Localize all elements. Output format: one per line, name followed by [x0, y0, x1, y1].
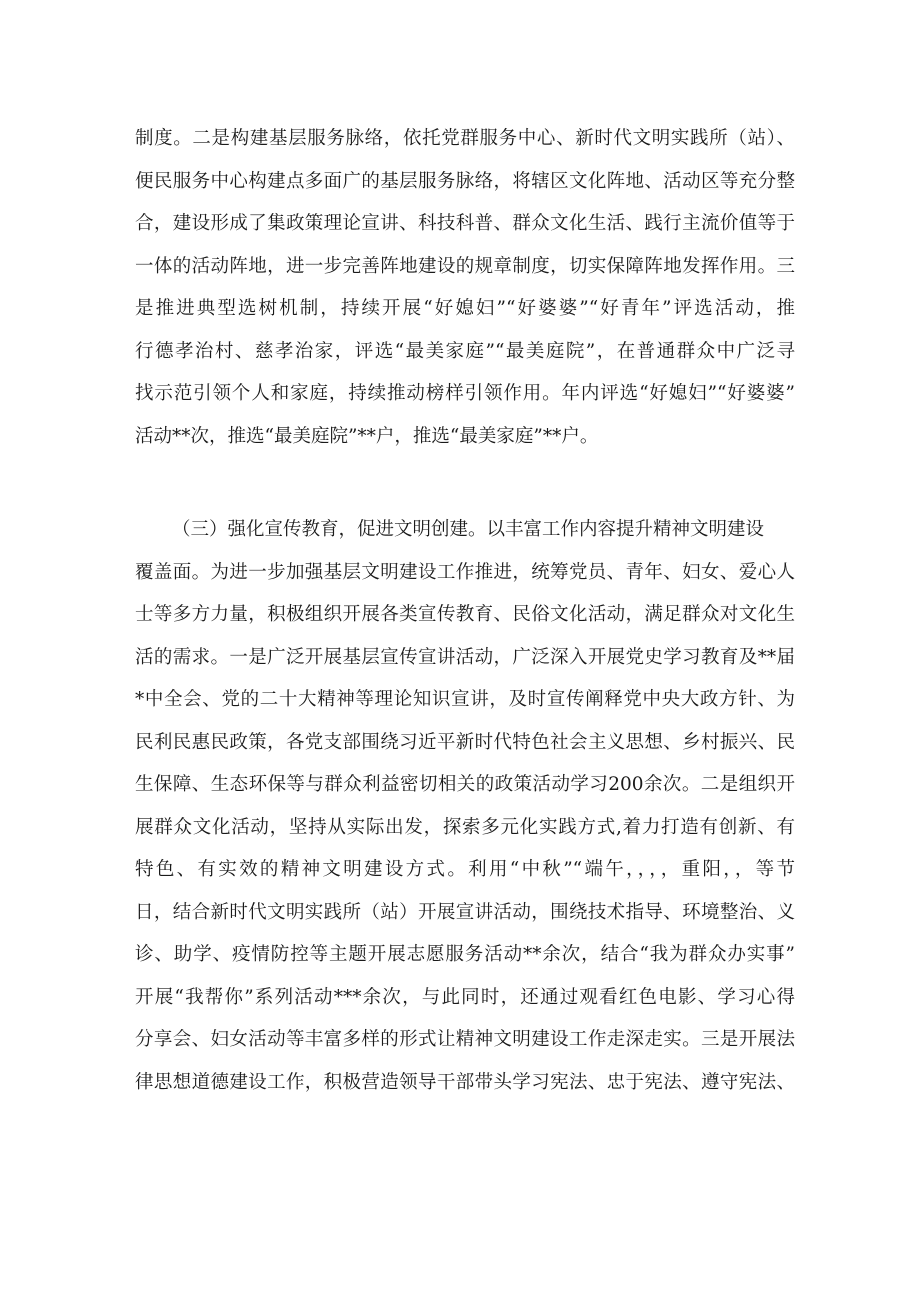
paragraph-publicity-education	[135, 509, 795, 1104]
text-line: 活动**次，推选“最美庭院”**户，推选“最美家庭”**户。	[135, 425, 599, 447]
text-line: 展群众文化活动，坚持从实际出发，探索多元化实践方式,着力打造有创新、有	[135, 816, 795, 838]
text-line: 民利民惠民政策，各党支部围绕习近平新时代特色社会主义思想、乡村振兴、民	[135, 731, 795, 753]
text-line: 是推进典型选树机制，持续开展“好媳妇”“好婆婆”“好青年”评选活动，推	[135, 298, 795, 319]
text-line: 特色、有实效的精神文明建设方式。利用“中秋”“端午，，，，重阳，，等节	[135, 859, 795, 880]
text-line: 便民服务中心构建点多面广的基层服务脉络，将辖区文化阵地、活动区等充分整	[135, 170, 795, 192]
text-line: 诊、助学、疫情防控等主题开展志愿服务活动**余次，结合“我为群众办实事”	[135, 944, 795, 965]
paragraph-institution-building	[135, 118, 795, 458]
text-line: 日，结合新时代文明实践所（站）开展宣讲活动，围绕技术指导、环境整治、义	[135, 901, 795, 923]
text-line: 律思想道德建设工作，积极营造领导干部带头学习宪法、忠于宪法、遵守宪法、	[135, 1071, 795, 1093]
text-line: 行德孝治村、慈孝治家，评选“最美家庭”“最美庭院”，在普通群众中广泛寻	[135, 340, 795, 362]
text-line: 找示范引领个人和家庭，持续推动榜样引领作用。年内评选“好媳妇”“好婆婆”	[135, 383, 795, 404]
text-line: 开展“我帮你”系列活动***余次，与此同时，还通过观看红色电影、学习心得	[135, 986, 795, 1008]
text-line: 制度。二是构建基层服务脉络，依托党群服务中心、新时代文明实践所（站）、	[135, 128, 795, 149]
text-line: 覆盖面。为进一步加强基层文明建设工作推进，统筹党员、青年、妇女、爱心人	[135, 561, 795, 583]
text-line: 合，建设形成了集政策理论宣讲、科技科普、群众文化生活、践行主流价值等于	[135, 213, 795, 234]
text-line: 一体的活动阵地，进一步完善阵地建设的规章制度，切实保障阵地发挥作用。三	[135, 255, 795, 277]
text-line: 生保障、生态环保等与群众利益密切相关的政策活动学习200余次。二是组织开	[135, 774, 795, 795]
text-line: 士等多方力量，积极组织开展各类宣传教育、民俗文化活动，满足群众对文化生	[135, 604, 795, 625]
text-line: *中全会、党的二十大精神等理论知识宣讲，及时宣传阐释党中央大政方针、为	[135, 689, 795, 710]
text-line: 活的需求。一是广泛开展基层宣传宣讲活动，广泛深入开展党史学习教育及**届	[135, 646, 795, 668]
section-heading-line: （三）强化宣传教育，促进文明创建。以丰富工作内容提升精神文明建设	[172, 519, 765, 540]
text-line: 分享会、妇女活动等丰富多样的形式让精神文明建设工作走深走实。三是开展法	[135, 1029, 795, 1050]
